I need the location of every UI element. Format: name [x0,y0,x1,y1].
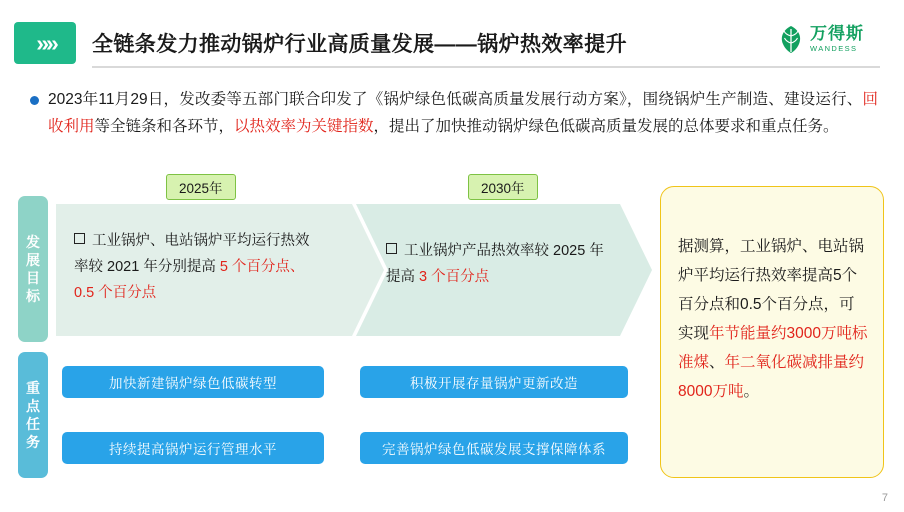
callout-highlight-2: 年二氧化碳减排量约8000万吨 [678,354,865,400]
header-badge [14,22,76,64]
goal-text-2 [386,238,616,290]
side-label-goal-text: 发展目标 [26,234,41,304]
page-number: 7 [881,492,888,504]
side-label-key-task [18,352,48,478]
callout-end: 。 [743,383,759,400]
intro-part-3: ，提出了加快推动锅炉绿色低碳高质量发展的总体要求和重点任务。 [373,118,839,135]
goal-text-1-main: 工业锅炉、电站锅炉平均运行热效率较 2021 年分别提高 [74,233,310,275]
logo-text [810,25,864,53]
intro-part-2: 等全链条和各环节， [94,118,235,135]
callout-text [678,232,870,406]
logo-english-name: WANDESS [810,44,858,54]
goal-text-2-main: 工业锅炉产品热效率较 2025 年提高 [386,243,604,285]
bullet-dot-icon [30,96,39,105]
goal-text-2-highlight: 3 个百分点 [419,269,490,285]
task-button-1[interactable]: 加快新建锅炉绿色低碳转型 [62,366,324,398]
intro-part-1: 2023年11月29日，发改委等五部门联合印发了《锅炉绿色低碳高质量发展行动方案》，围绕锅炉生产制造、建设运行、 [48,91,863,108]
page-title: 全链条发力推动锅炉行业高质量发展——锅炉热效率提升 [92,33,627,56]
goal-text-1 [74,228,314,306]
logo [778,18,886,60]
year-tag-2025: 2025年 [166,174,236,200]
year-tag-2030: 2030年 [468,174,538,200]
square-bullet-icon [386,243,397,254]
callout-mid: 、 [709,354,725,371]
intro-paragraph [48,86,878,140]
side-label-development-goal [18,196,48,342]
leaf-logo-icon [778,24,804,54]
intro-highlight-2: 以热效率为关键指数 [234,118,374,135]
callout-line-1: 据测算，工业锅炉、电站锅炉平均运行热效率提高5个百分点和0.5个百分点，可实现 [678,238,865,342]
header-divider [92,66,880,68]
intro-highlight-1: 回收利用 [48,91,878,135]
task-button-3[interactable]: 持续提高锅炉运行管理水平 [62,432,324,464]
logo-chinese-name: 万得斯 [810,24,864,44]
goal-text-1-highlight: 5 个百分点、0.5 个百分点 [74,259,305,301]
square-bullet-icon [74,233,85,244]
task-button-4[interactable]: 完善锅炉绿色低碳发展支撑保障体系 [360,432,628,464]
double-chevron-right-icon: »» [36,29,56,56]
callout-highlight-1: 年节能量约3000万吨标准煤 [678,325,868,371]
side-label-task-text: 重点任务 [26,380,41,450]
task-button-2[interactable]: 积极开展存量锅炉更新改造 [360,366,628,398]
